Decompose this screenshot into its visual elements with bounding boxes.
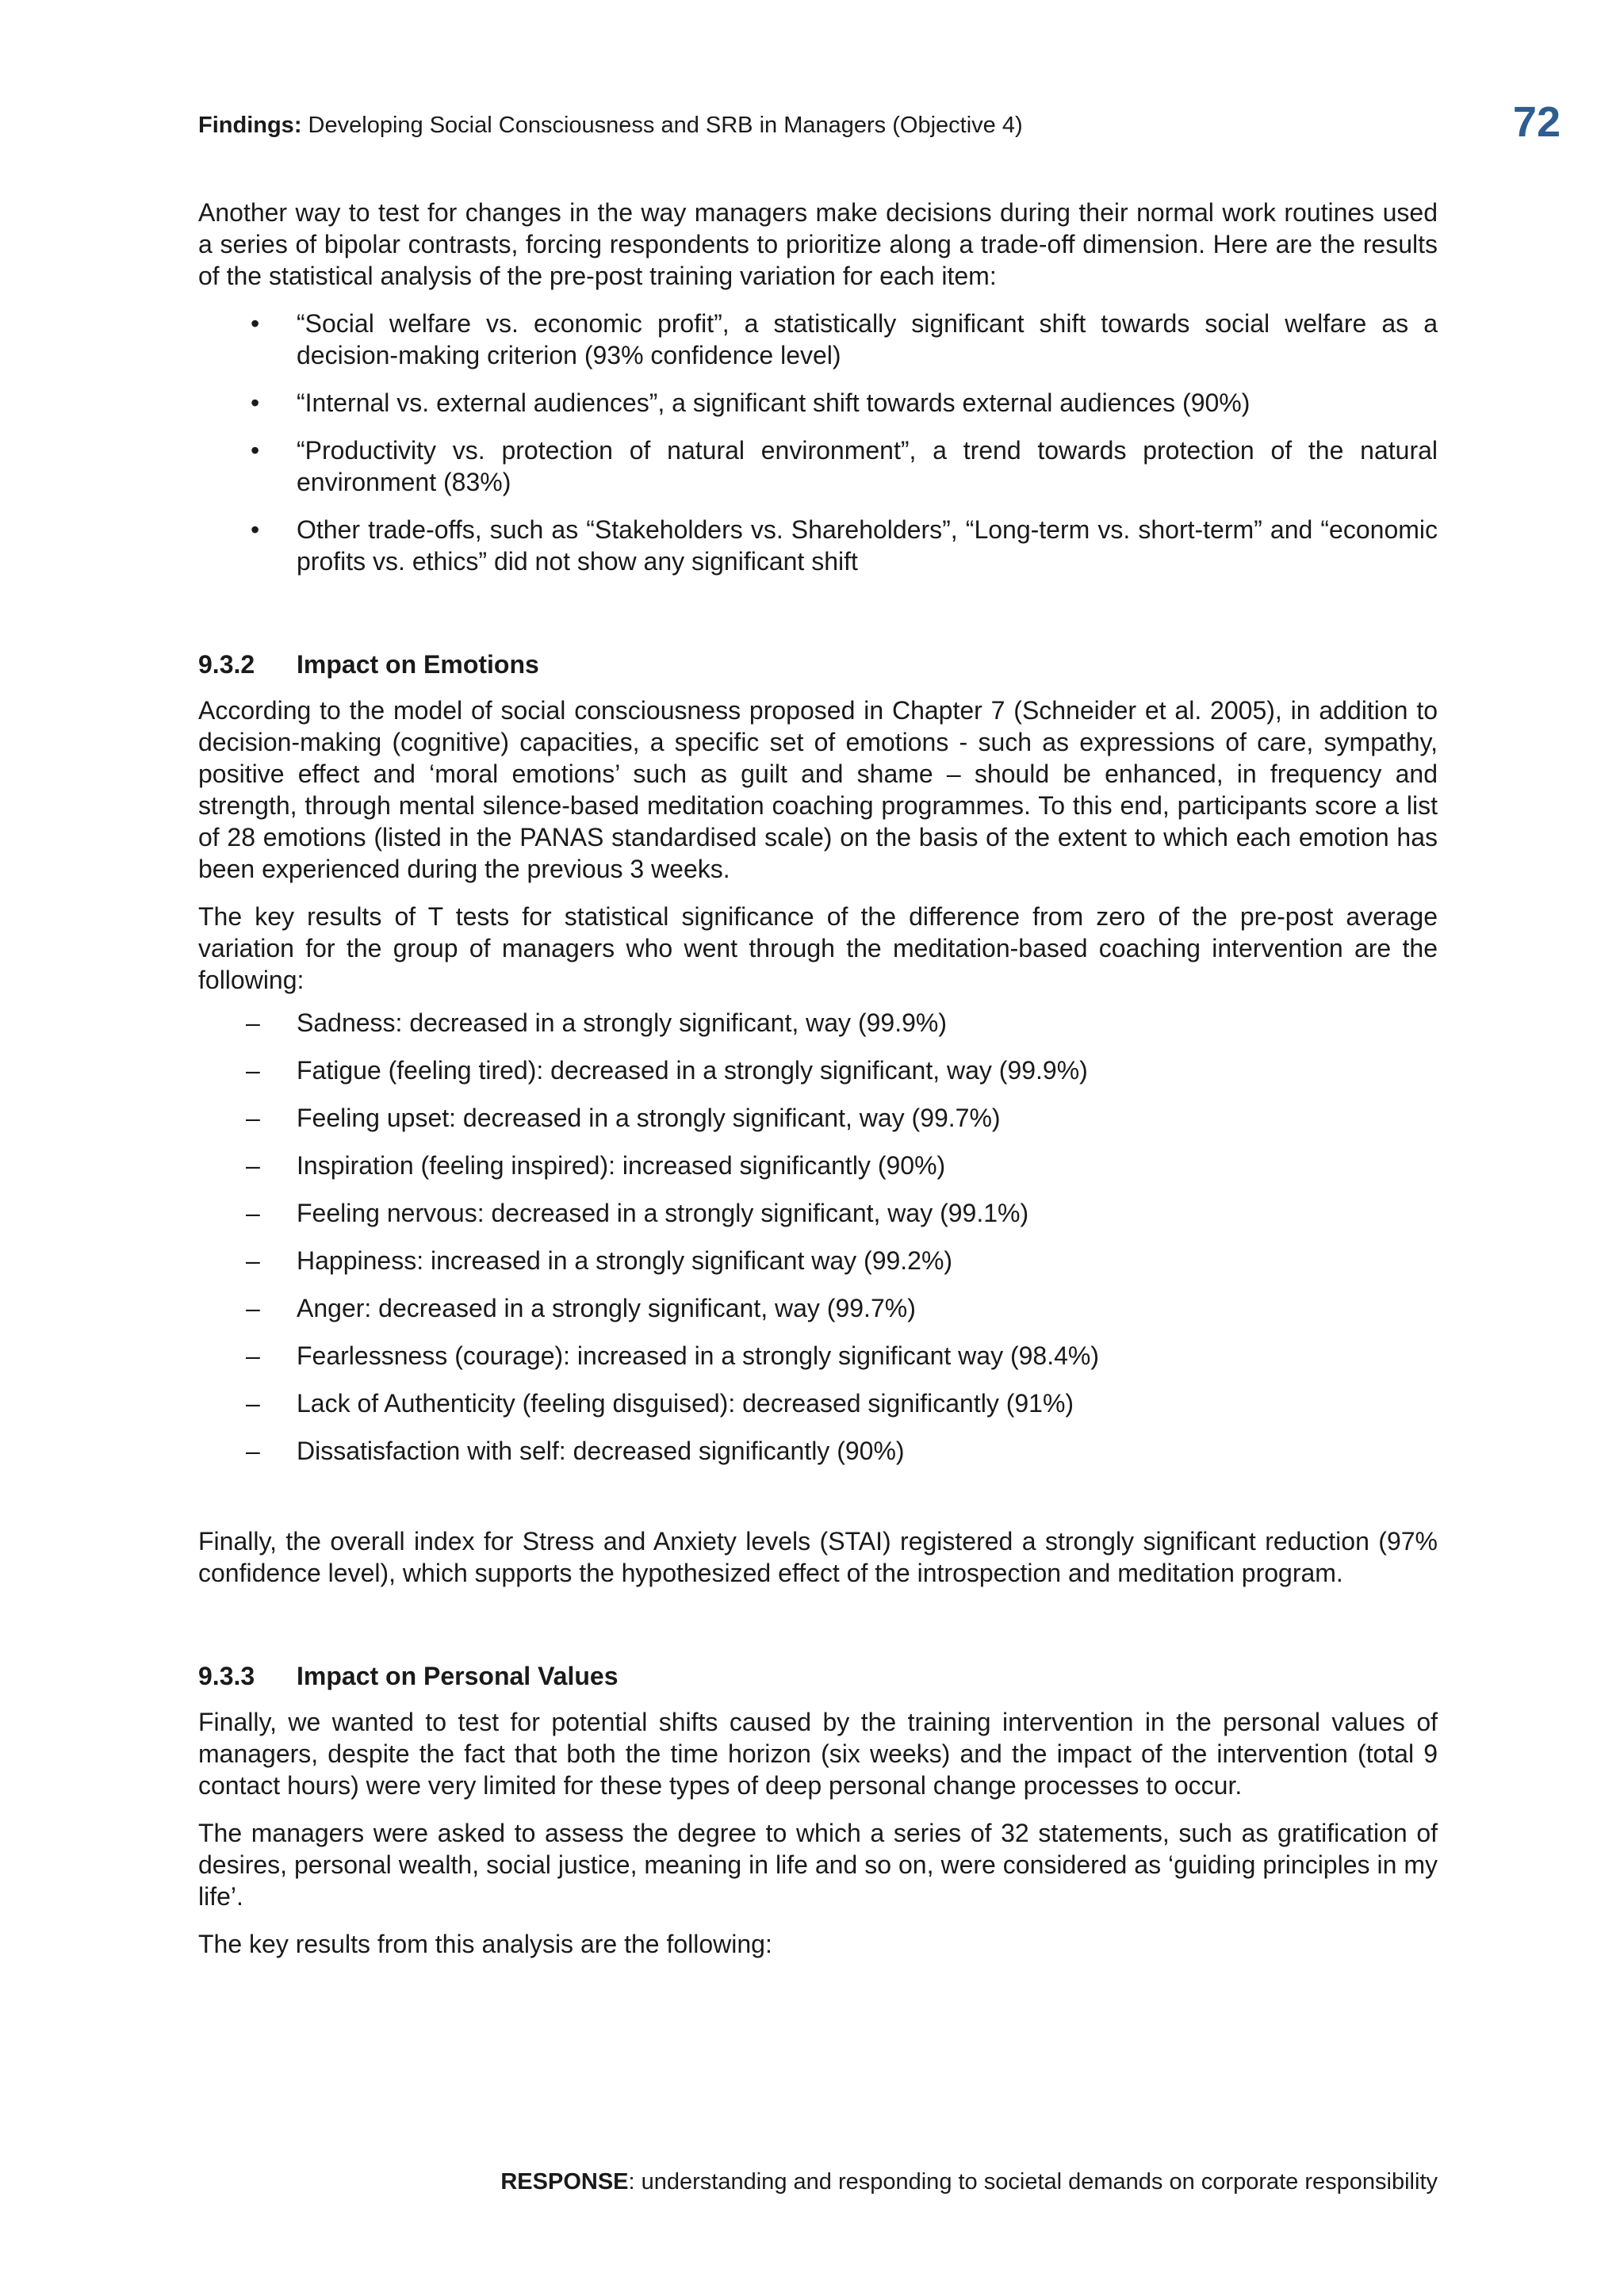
dash-marker: – [246,1341,260,1370]
values-paragraph-2: The managers were asked to assess the degree to which a series of 32 statements, such as gratification of desires, personal wealth, social justice, meaning in life and so on, were considered as ‘guiding principles in my life’. [198,1819,1438,1911]
bullet-marker: • [251,436,260,465]
section-number: 9.3.2 [198,650,255,679]
emotion-results-list [198,1007,1438,1467]
list-item-text: Sadness: decreased in a strongly significant, way (99.9%) [297,1008,947,1037]
dash-marker: – [246,1437,260,1465]
list-item-text: Fatigue (feeling tired): decreased in a strongly significant, way (99.9%) [297,1056,1088,1085]
dash-marker: – [246,1246,260,1275]
values-paragraph-3: The key results from this analysis are the following: [198,1930,772,1958]
footer-label: RESPONSE [500,2169,629,2195]
tradeoff-bullet-list [198,308,1438,577]
header-label: Findings: [198,113,302,138]
emotions-paragraph-2: The key results of T tests for statistical significance of the difference from zero of the pre-post average variation for the group of managers who went through the meditation-based coaching intervention are the following: [198,902,1438,994]
bullet-marker: • [251,388,260,417]
list-item [198,1054,1438,1086]
list-item [198,1150,1438,1181]
values-paragraph-1: Finally, we wanted to test for potential shifts caused by the training intervention in the personal values of managers, despite the fact that both the time horizon (six weeks) and the impact of the intervention (total 9 contact hours) were very limited for these types of deep personal change processes to occur. [198,1708,1438,1800]
list-item [198,1007,1438,1039]
dash-marker: – [246,1008,260,1037]
list-item-text: “Productivity vs. protection of natural environment”, a trend towards protection of the natural environment (83%) [297,436,1438,496]
list-item [198,514,1438,577]
list-item-text: Anger: decreased in a strongly significant, way (99.7%) [297,1294,916,1322]
list-item [198,434,1438,498]
list-item [198,387,1438,419]
list-item [198,1387,1438,1419]
page-body [198,197,1438,1976]
dash-marker: – [246,1199,260,1227]
bullet-marker: • [251,309,260,338]
emotions-closing-paragraph: Finally, the overall index for Stress and Anxiety levels (STAI) registered a strongly significant reduction (97% confidence level), which supports the hypothesized effect of the introspection and meditation program. [198,1527,1438,1587]
section-heading-values [198,1660,1438,1692]
list-item-text: Inspiration (feeling inspired): increased significantly (90%) [297,1151,946,1180]
list-item-text: Feeling nervous: decreased in a strongly significant, way (99.1%) [297,1199,1029,1227]
section-heading-emotions [198,649,1438,680]
dash-marker: – [246,1056,260,1085]
list-item-text: “Internal vs. external audiences”, a significant shift towards external audiences (90%) [297,388,1251,417]
list-item [198,308,1438,371]
bullet-marker: • [251,515,260,544]
running-header [198,111,1023,140]
list-item-text: Dissatisfaction with self: decreased significantly (90%) [297,1437,905,1465]
list-item-text: Happiness: increased in a strongly significant way (99.2%) [297,1246,953,1275]
section-title: Impact on Emotions [297,650,539,679]
list-item-text: “Social welfare vs. economic profit”, a statistically significant shift towards social welfare as a decision-making criterion (93% confidence level) [297,309,1438,369]
list-item [198,1340,1438,1372]
list-item [198,1197,1438,1229]
dash-marker: – [246,1151,260,1180]
header-title: Developing Social Consciousness and SRB in Managers (Objective 4) [308,113,1023,138]
footer-text: : understanding and responding to societal demands on corporate responsibility [628,2169,1438,2195]
list-item [198,1292,1438,1324]
list-item [198,1102,1438,1134]
list-item [198,1435,1438,1467]
list-item-text: Fearlessness (courage): increased in a strongly significant way (98.4%) [297,1341,1100,1370]
intro-paragraph: Another way to test for changes in the way managers make decisions during their normal work routines used a series of bipolar contrasts, forcing respondents to prioritize along a trade-off dimension. Here are the results of the statistical analysis of the pre-post training variation for each item: [198,198,1438,290]
dash-marker: – [246,1389,260,1418]
dash-marker: – [246,1294,260,1322]
section-title: Impact on Personal Values [297,1662,619,1690]
list-item-text: Lack of Authenticity (feeling disguised): decreased significantly (91%) [297,1389,1074,1418]
list-item-text: Feeling upset: decreased in a strongly significant, way (99.7%) [297,1104,1001,1132]
running-footer [500,2168,1438,2196]
section-number: 9.3.3 [198,1662,255,1690]
emotions-paragraph-1: According to the model of social consciousness proposed in Chapter 7 (Schneider et al. 2005), in addition to decision-making (cognitive) capacities, a specific set of emotions - such as expressions of care, sympathy, positive effect and ‘moral emotions’ such as guilt and shame – should be enhanced, in frequency and strength, through mental silence-based meditation coaching programmes. To this end, participants score a list of 28 emotions (listed in the PANAS standardised scale) on the basis of the extent to which each emotion has been experienced during the previous 3 weeks. [198,696,1438,883]
page-number: 72 [1512,98,1561,146]
dash-marker: – [246,1104,260,1132]
list-item-text: Other trade-offs, such as “Stakeholders vs. Shareholders”, “Long-term vs. short-term” and “economic profits vs. ethics” did not show any significant shift [297,515,1438,576]
list-item [198,1245,1438,1276]
